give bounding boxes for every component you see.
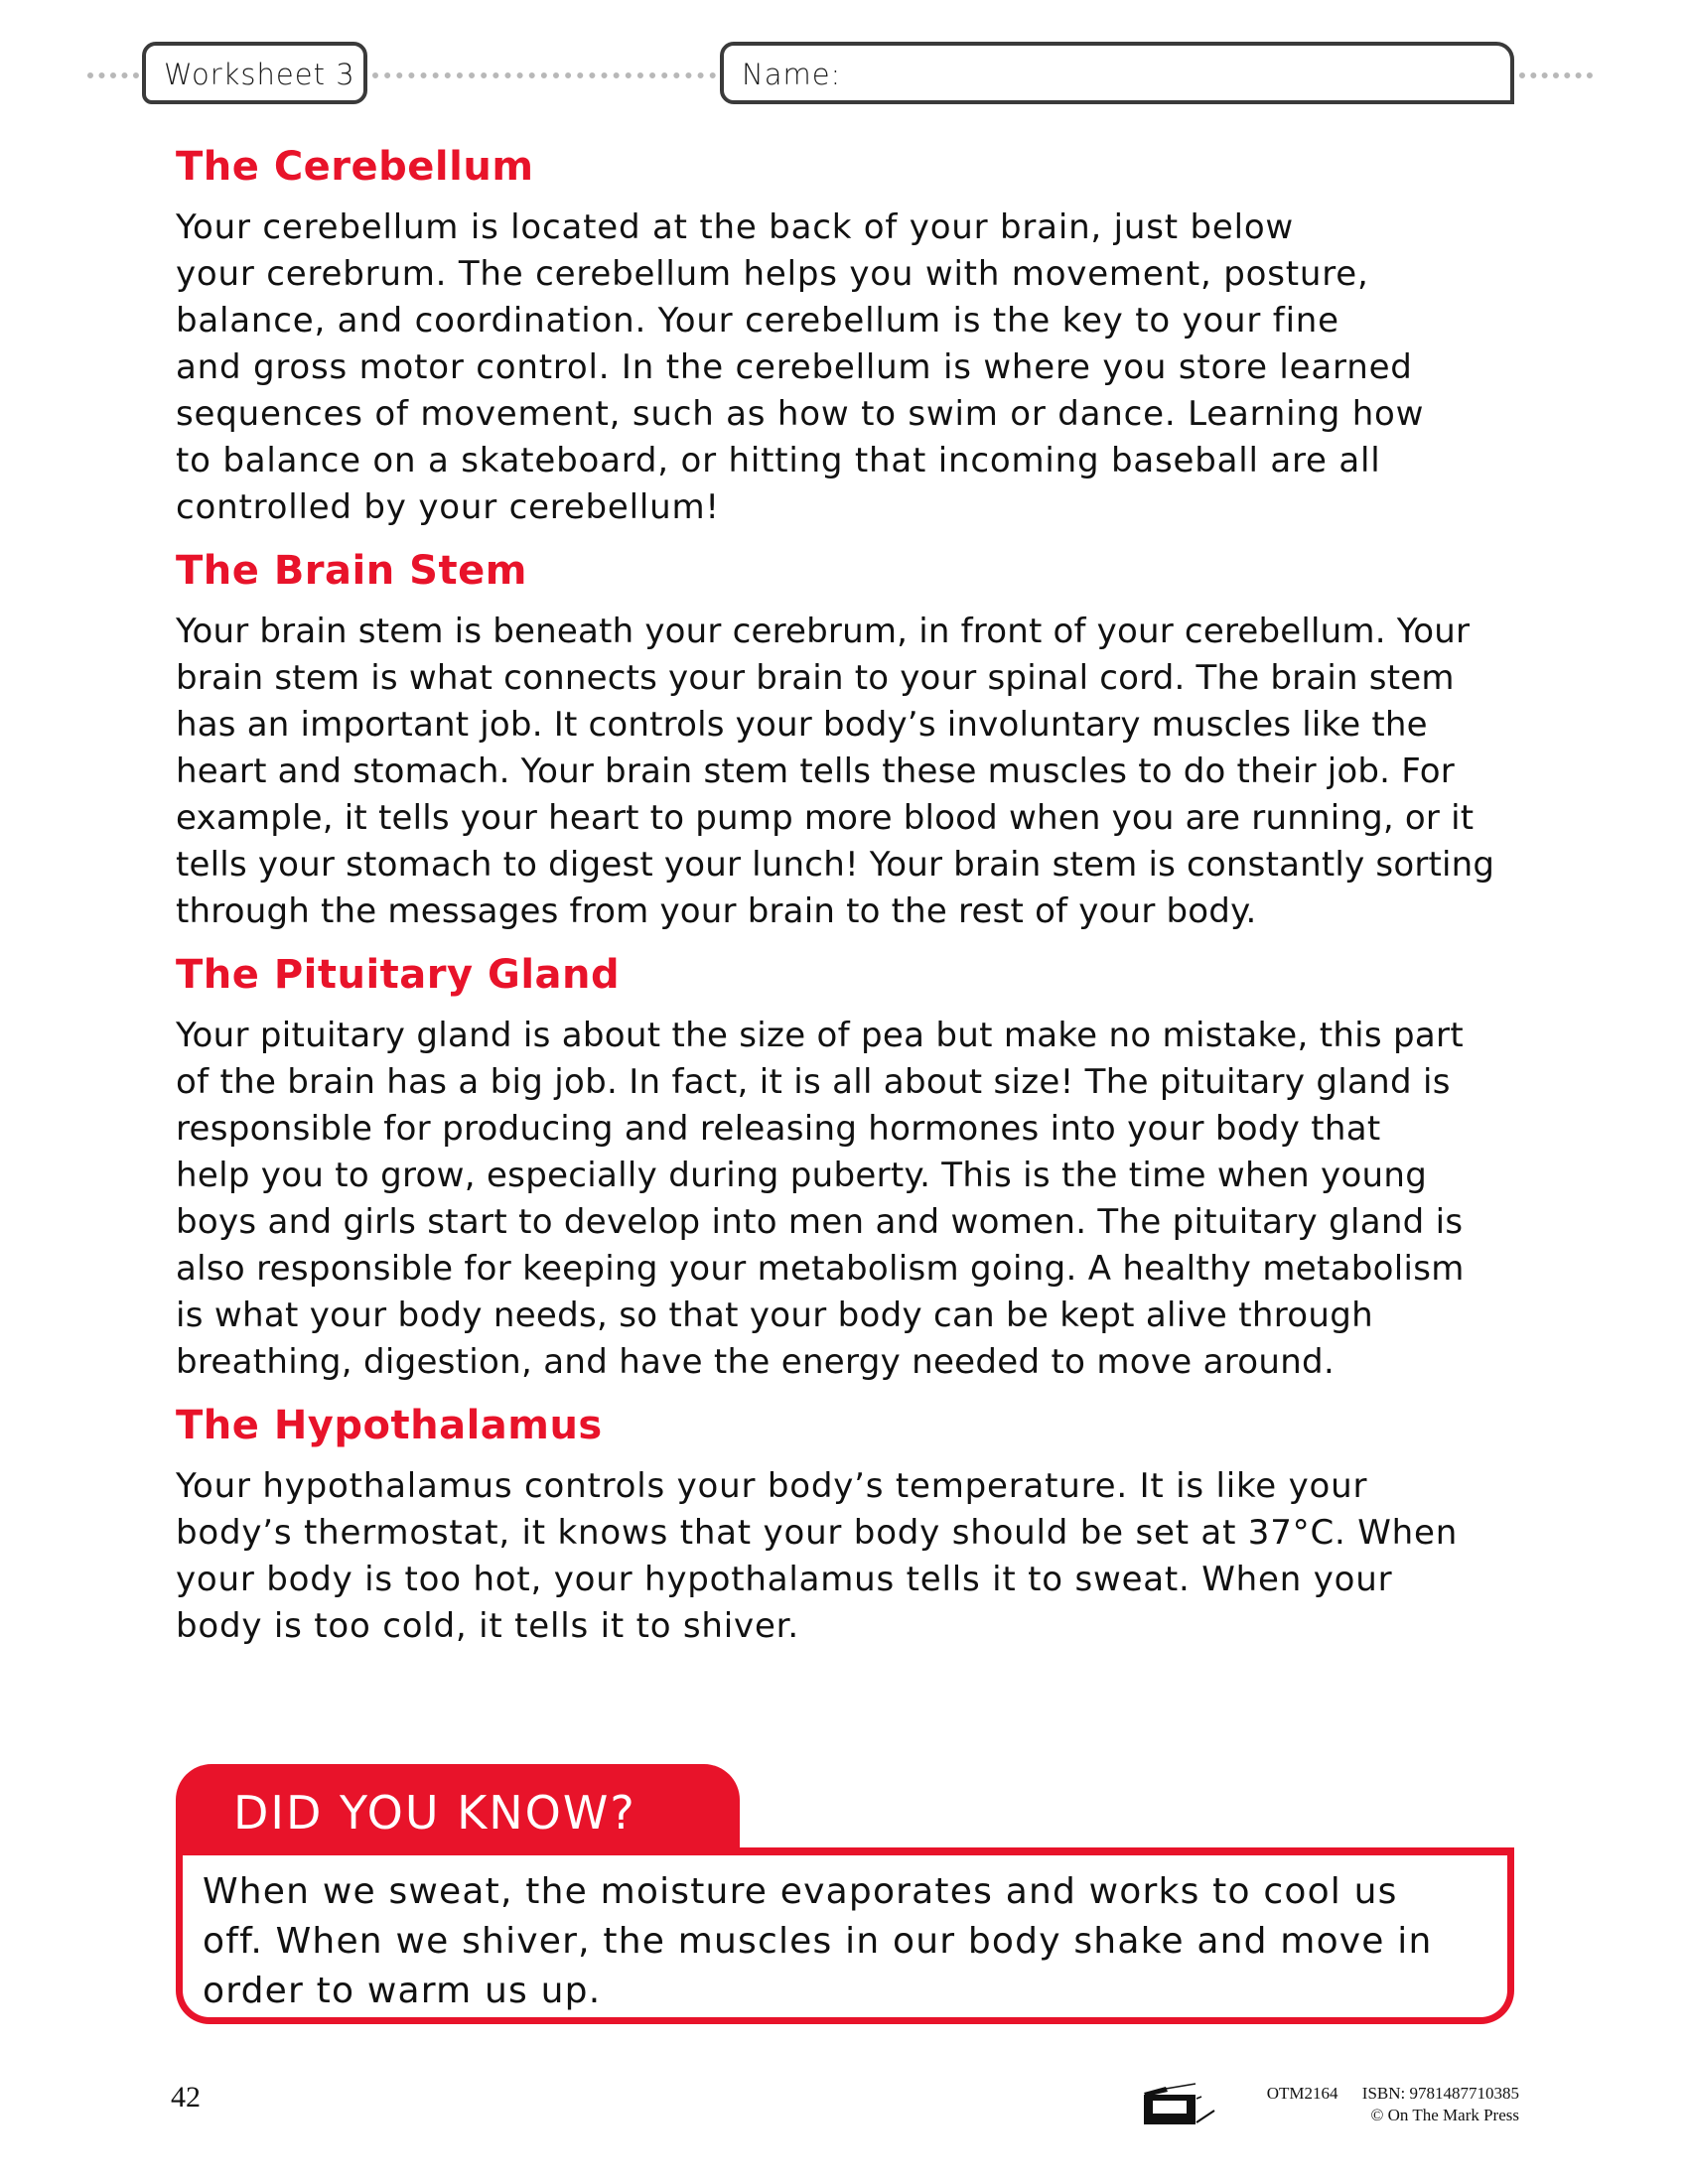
text-line: your body is too hot, your hypothalamus tells it to sweat. When your: [176, 1560, 1393, 1599]
did-you-know-text: [203, 1867, 1468, 2016]
did-you-know-box: [176, 1847, 1514, 2024]
section-title: The Brain Stem: [176, 548, 527, 594]
text-line: order to warm us up.: [203, 1971, 602, 2011]
text-line: boys and girls start to develop into men and women. The pituitary gland is: [176, 1202, 1464, 1242]
section-title: The Pituitary Gland: [176, 952, 621, 998]
did-you-know-callout: [176, 1764, 1514, 2024]
section-hypothalamus: [176, 1398, 1526, 1650]
text-line: your cerebrum. The cerebellum helps you with movement, posture,: [176, 254, 1369, 294]
text-line: responsible for producing and releasing hormones into your body that: [176, 1109, 1381, 1149]
text-line: breathing, digestion, and have the energy needed to move around.: [176, 1342, 1336, 1382]
name-field[interactable]: [720, 42, 1514, 104]
text-line: is what your body needs, so that your body can be kept alive through: [176, 1296, 1373, 1335]
section-body: [176, 1013, 1526, 1386]
text-line: Your hypothalamus controls your body’s temperature. It is like your: [176, 1466, 1368, 1506]
product-code: OTM2164: [1266, 2084, 1338, 2103]
header-dots-left: [87, 72, 139, 78]
text-line: body’s thermostat, it knows that your body should be set at 37°C. When: [176, 1513, 1459, 1553]
name-label: Name:: [742, 58, 842, 91]
header-dots-right: [1519, 72, 1593, 78]
text-line: through the messages from your brain to the rest of your body.: [176, 891, 1257, 931]
text-line: has an important job. It controls your body’s involuntary muscles like the: [176, 705, 1428, 745]
footer-publisher-info: [1236, 2083, 1519, 2126]
worksheet-content: [176, 139, 1526, 1662]
text-line: off. When we shiver, the muscles in our body shake and move in: [203, 1921, 1433, 1962]
section-title: The Hypothalamus: [176, 1403, 603, 1448]
text-line: body is too cold, it tells it to shiver.: [176, 1606, 799, 1646]
text-line: also responsible for keeping your metabolism going. A healthy metabolism: [176, 1249, 1465, 1289]
section-body: [176, 1463, 1526, 1650]
copyright: © On The Mark Press: [1370, 2106, 1519, 2124]
text-line: sequences of movement, such as how to swim or dance. Learning how: [176, 394, 1425, 434]
text-line: controlled by your cerebellum!: [176, 487, 720, 527]
text-line: Your brain stem is beneath your cerebrum, in front of your cerebellum. Your: [176, 612, 1471, 651]
isbn: ISBN: 9781487710385: [1361, 2084, 1519, 2103]
page-number: 42: [171, 2081, 201, 2114]
text-line: balance, and coordination. Your cerebellum is the key to your fine: [176, 301, 1339, 341]
text-line: example, it tells your heart to pump more blood when you are running, or it: [176, 798, 1475, 838]
text-line: help you to grow, especially during puberty. This is the time when young: [176, 1156, 1428, 1195]
text-line: heart and stomach. Your brain stem tells these muscles to do their job. For: [176, 751, 1455, 791]
section-pituitary-gland: [176, 947, 1526, 1386]
section-brain-stem: [176, 543, 1526, 935]
photocopier-icon: [1140, 2083, 1229, 2126]
worksheet-label: Worksheet 3: [164, 58, 355, 91]
section-title: The Cerebellum: [176, 144, 534, 190]
section-body: [176, 609, 1526, 935]
section-cerebellum: [176, 139, 1526, 531]
header-dots-middle: [372, 72, 716, 78]
section-body: [176, 205, 1526, 531]
text-line: brain stem is what connects your brain to your spinal cord. The brain stem: [176, 658, 1455, 698]
text-line: of the brain has a big job. In fact, it is all about size! The pituitary gland is: [176, 1062, 1451, 1102]
text-line: and gross motor control. In the cerebellum is where you store learned: [176, 347, 1413, 387]
did-you-know-title: DID YOU KNOW?: [233, 1786, 636, 1840]
text-line: to balance on a skateboard, or hitting that incoming baseball are all: [176, 441, 1381, 480]
text-line: tells your stomach to digest your lunch! Your brain stem is constantly sorting: [176, 845, 1495, 885]
worksheet-label-box: [142, 42, 367, 104]
text-line: Your pituitary gland is about the size of pea but make no mistake, this part: [176, 1016, 1464, 1055]
text-line: When we sweat, the moisture evaporates and works to cool us: [203, 1871, 1398, 1912]
text-line: Your cerebellum is located at the back of your brain, just below: [176, 207, 1295, 247]
